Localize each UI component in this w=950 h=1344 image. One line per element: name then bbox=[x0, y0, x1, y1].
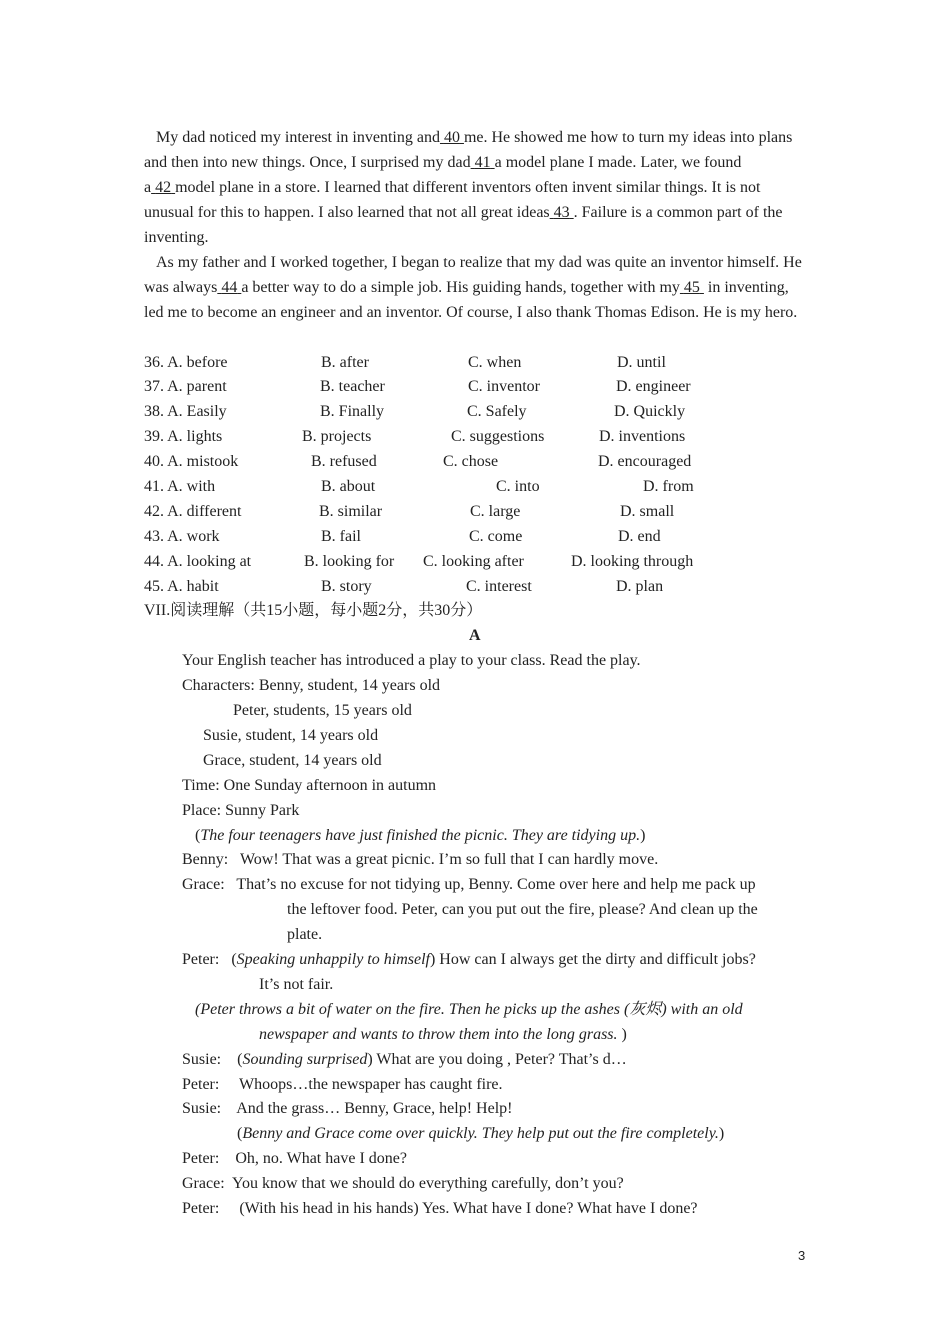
option-c: C. Safely bbox=[467, 403, 527, 420]
option-d: D. Quickly bbox=[614, 403, 686, 420]
option-d: D. from bbox=[643, 478, 694, 495]
dialogue-text: Wow! That was a great picnic. I’m so full that I can hardly move. bbox=[239, 851, 659, 868]
option-b: B. story bbox=[321, 578, 372, 595]
stage-direction: newspaper and wants to throw them into the long grass. ) bbox=[259, 1026, 627, 1043]
dialogue-benny bbox=[182, 847, 658, 872]
speaker: Peter: bbox=[182, 1150, 220, 1167]
speaker: Peter: bbox=[182, 951, 220, 968]
option-a: 43. A. work bbox=[144, 528, 220, 545]
option-d: D. plan bbox=[616, 578, 664, 595]
p1-text-1: My dad noticed my interest in inventing and bbox=[156, 129, 440, 146]
dialogue-peter bbox=[182, 1146, 407, 1171]
option-a: 36. A. before bbox=[144, 354, 228, 371]
option-b: B. about bbox=[321, 478, 376, 495]
character-grace: Grace, student, 14 years old bbox=[203, 752, 382, 769]
option-b: B. looking for bbox=[304, 553, 395, 570]
dialogue-text: And the grass… Benny, Grace, help! Help! bbox=[236, 1100, 513, 1117]
dialogue-peter bbox=[182, 1072, 503, 1097]
option-a: 38. A. Easily bbox=[144, 403, 227, 420]
p2-text-1: As my father and I worked together, I began to realize that my dad was quite an inventor himself. He was always bbox=[144, 254, 802, 296]
blank-45: 45 bbox=[683, 279, 700, 296]
dialogue-text: Whoops…the newspaper has caught fire. bbox=[239, 1076, 503, 1093]
dialogue-text: the leftover food. Peter, can you put out the fire, please? And clean up the bbox=[287, 901, 758, 918]
cloze-paragraph-2 bbox=[144, 250, 806, 325]
p1-text-4: model plane in a store. I learned that different inventors often invent similar things. It is not unusual for this to happen. I also learned that not all great ideas bbox=[144, 179, 761, 221]
speaker: Peter: bbox=[182, 1200, 220, 1217]
option-d: D. until bbox=[617, 354, 666, 371]
option-c: C. inventor bbox=[468, 378, 540, 395]
dialogue-text: What are you doing , Peter? That’s d… bbox=[376, 1051, 627, 1068]
option-a: 37. A. parent bbox=[144, 378, 227, 395]
stage-direction: (The four teenagers have just finished the picnic. They are tidying up.) bbox=[195, 827, 646, 844]
stage-direction: Speaking unhappily to himself bbox=[236, 951, 430, 968]
character-susie: Susie, student, 14 years old bbox=[203, 727, 379, 744]
cloze-paragraph-1 bbox=[144, 125, 806, 250]
dialogue-grace bbox=[182, 872, 756, 897]
characters-line: Characters: Benny, student, 14 years old bbox=[182, 677, 441, 694]
option-c: C. come bbox=[469, 528, 523, 545]
stage-direction: Sounding surprised bbox=[242, 1051, 368, 1068]
stage-direction: (Peter throws a bit of water on the fire. Then he picks up the ashes (灰烬) with an old bbox=[195, 1001, 743, 1018]
blank-41: 41 bbox=[474, 154, 491, 171]
p2-text-2: a better way to do a simple job. His guiding hands, together with my bbox=[241, 279, 680, 296]
section-heading: VII.阅读理解（共15小题，每小题2分，共30分） bbox=[144, 602, 483, 619]
option-b: B. fail bbox=[321, 528, 361, 545]
dialogue-grace bbox=[182, 1171, 624, 1196]
option-d: D. small bbox=[620, 503, 675, 520]
option-a: 44. A. looking at bbox=[144, 553, 252, 570]
option-c: C. chose bbox=[443, 453, 499, 470]
option-b: B. after bbox=[321, 354, 369, 371]
option-d: D. inventions bbox=[599, 428, 686, 445]
speaker: Grace: bbox=[182, 1175, 225, 1192]
dialogue-text: How can I always get the dirty and difficult jobs? bbox=[439, 951, 756, 968]
option-b: B. refused bbox=[311, 453, 377, 470]
option-d: D. encouraged bbox=[598, 453, 692, 470]
option-a: 39. A. lights bbox=[144, 428, 223, 445]
dialogue-text: You know that we should do everything carefully, don’t you? bbox=[232, 1175, 624, 1192]
dialogue-text: It’s not fair. bbox=[259, 976, 334, 993]
option-d: D. looking through bbox=[571, 553, 694, 570]
speaker: Peter: bbox=[182, 1076, 220, 1093]
character-peter: Peter, students, 15 years old bbox=[233, 702, 412, 719]
p1-text-2: me. He showed me how to turn my ideas into plans and then into new things. Once, I surprised my dad bbox=[144, 129, 793, 171]
option-c: C. into bbox=[496, 478, 540, 495]
speaker: Grace: bbox=[182, 876, 225, 893]
option-c: C. suggestions bbox=[451, 428, 545, 445]
page-number: 3 bbox=[798, 1248, 806, 1263]
option-b: B. similar bbox=[319, 503, 383, 520]
option-c: C. interest bbox=[466, 578, 532, 595]
speaker: Benny: bbox=[182, 851, 229, 868]
blank-44: 44 bbox=[221, 279, 238, 296]
dialogue-peter: Peter: (Speaking unhappily to himself) How can I always get the dirty and difficult jobs? bbox=[182, 951, 756, 968]
option-c: C. looking after bbox=[423, 553, 524, 570]
play-place: Place: Sunny Park bbox=[182, 802, 300, 819]
option-d: D. end bbox=[618, 528, 661, 545]
play-intro: Your English teacher has introduced a play to your class. Read the play. bbox=[182, 652, 641, 669]
speaker: Susie: bbox=[182, 1051, 222, 1068]
p1-text-5: . Failure is a common part of the inventing. bbox=[144, 204, 783, 246]
option-b: B. projects bbox=[302, 428, 372, 445]
dialogue-peter bbox=[182, 1196, 698, 1221]
p1-text-3: a model plane I made. Later, we found a bbox=[144, 154, 742, 196]
option-b: B. teacher bbox=[320, 378, 385, 395]
dialogue-text: plate. bbox=[287, 926, 323, 943]
dialogue-text: (With his head in his hands) Yes. What have I done? What have I done? bbox=[239, 1200, 698, 1217]
dialogue-susie: Susie: (Sounding surprised) What are you doing , Peter? That’s d… bbox=[182, 1051, 627, 1068]
option-a: 45. A. habit bbox=[144, 578, 219, 595]
play-time: Time: One Sunday afternoon in autumn bbox=[182, 777, 437, 794]
dialogue-text: That’s no excuse for not tidying up, Benny. Come over here and help me pack up bbox=[236, 876, 756, 893]
section-letter: A bbox=[469, 627, 481, 644]
option-c: C. when bbox=[468, 354, 522, 371]
dialogue-text: Oh, no. What have I done? bbox=[235, 1150, 407, 1167]
speaker: Susie: bbox=[182, 1100, 222, 1117]
option-d: D. engineer bbox=[616, 378, 691, 395]
dialogue-susie bbox=[182, 1096, 512, 1121]
option-b: B. Finally bbox=[320, 403, 385, 420]
blank-40: 40 bbox=[443, 129, 460, 146]
option-a: 41. A. with bbox=[144, 478, 216, 495]
stage-direction: (Benny and Grace come over quickly. They help put out the fire completely.) bbox=[237, 1125, 725, 1142]
option-a: 40. A. mistook bbox=[144, 453, 239, 470]
option-a: 42. A. different bbox=[144, 503, 242, 520]
blank-43: 43 bbox=[553, 204, 570, 221]
option-c: C. large bbox=[470, 503, 521, 520]
blank-42: 42 bbox=[155, 179, 172, 196]
p2-text-3: in inventing, led me to become an engineer and an inventor. Of course, I also thank Thomas Edison. He is my hero. bbox=[144, 279, 798, 321]
